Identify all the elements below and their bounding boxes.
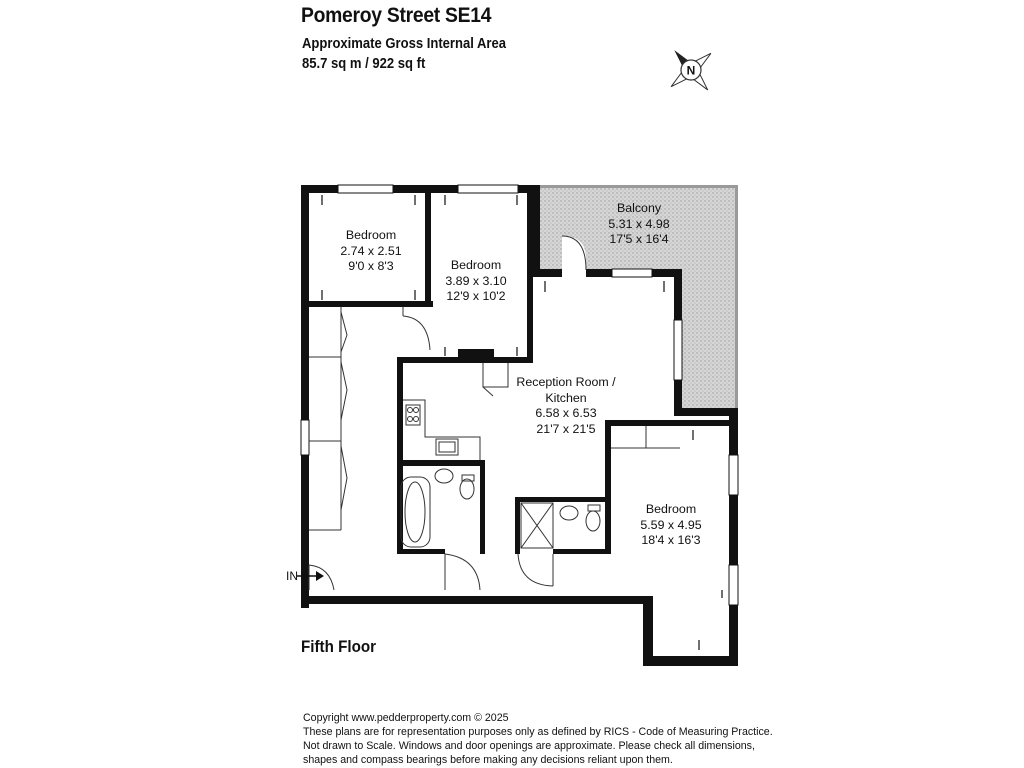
room-dimensions-metric: 3.89 x 3.10 bbox=[445, 273, 507, 288]
room-dimensions-metric: 2.74 x 2.51 bbox=[340, 243, 402, 258]
room-dimensions-imperial: 18'4 x 16'3 bbox=[641, 533, 701, 547]
room-bedroom-middle bbox=[445, 258, 506, 305]
room-bedroom-large bbox=[640, 502, 701, 549]
room-name: Bedroom bbox=[645, 502, 697, 516]
room-dimensions-metric: 5.31 x 4.98 bbox=[608, 216, 670, 231]
room-dimensions-metric: 6.58 x 6.53 bbox=[535, 406, 597, 420]
compass-north-label: N bbox=[686, 63, 696, 78]
room-name: Reception Room / bbox=[516, 375, 616, 389]
room-name: Bedroom bbox=[345, 228, 397, 242]
room-balcony bbox=[608, 201, 669, 248]
room-dimensions-metric: 5.59 x 4.95 bbox=[640, 517, 702, 532]
disclaimer-line-2: Not drawn to Scale. Windows and door openings are approximate. Please check all dimensions, bbox=[303, 740, 755, 752]
room-name: Balcony bbox=[616, 201, 662, 215]
floor-label: Fifth Floor bbox=[301, 638, 377, 656]
disclaimer-line-1: These plans are for representation purposes only as defined by RICS - Code of Measuring Practice. bbox=[303, 726, 773, 738]
area-caption: Approximate Gross Internal Area bbox=[302, 36, 507, 52]
entrance-label: IN bbox=[286, 569, 298, 583]
copyright-line: Copyright www.pedderproperty.com © 2025 bbox=[303, 712, 509, 724]
room-name-line2: Kitchen bbox=[545, 390, 587, 405]
room-dimensions-imperial: 12'9 x 10'2 bbox=[446, 289, 506, 303]
room-name: Bedroom bbox=[450, 258, 502, 272]
disclaimer-line-3: shapes and compass bearings before making any decisions reliant upon them. bbox=[303, 754, 673, 766]
property-title: Pomeroy Street SE14 bbox=[301, 4, 492, 27]
room-reception-kitchen bbox=[516, 375, 615, 437]
room-dimensions-imperial: 17'5 x 16'4 bbox=[609, 232, 669, 246]
room-dimensions-imperial: 21'7 x 21'5 bbox=[536, 421, 596, 436]
room-bedroom-small bbox=[340, 228, 401, 275]
area-value: 85.7 sq m / 922 sq ft bbox=[302, 56, 426, 72]
room-dimensions-imperial: 9'0 x 8'3 bbox=[348, 259, 394, 273]
copyright-disclaimer bbox=[303, 711, 773, 767]
